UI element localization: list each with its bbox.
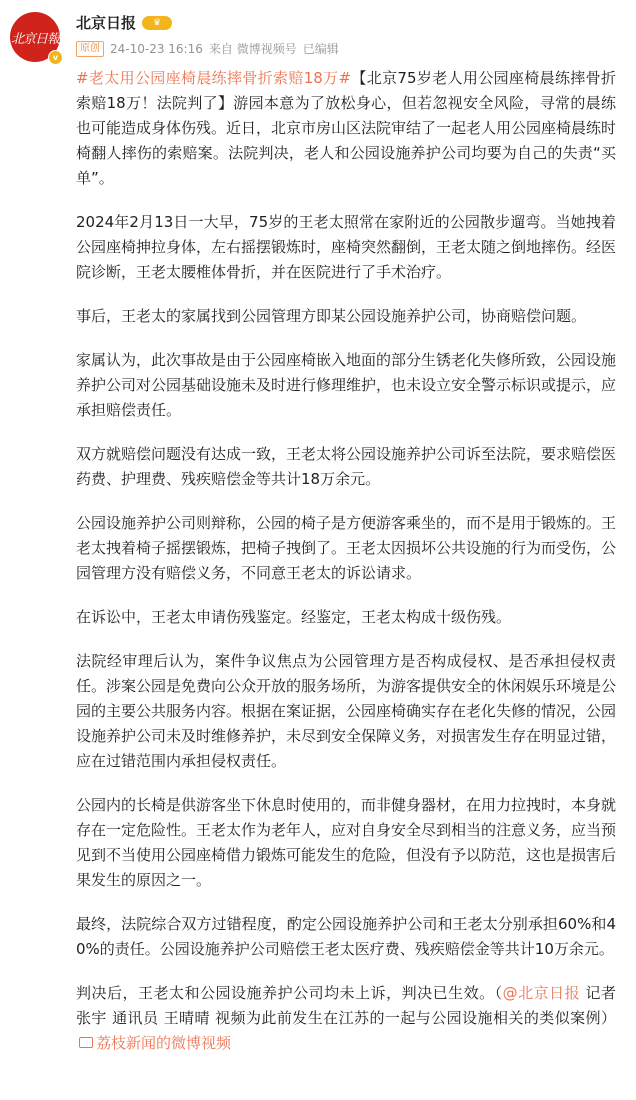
- edited-label[interactable]: 已编辑: [302, 42, 339, 56]
- paragraph-7: 在诉讼中，王老太申请伤残鉴定。经鉴定，王老太构成十级伤残。: [76, 608, 512, 626]
- paragraph-2: 2024年2月13日一大早，75岁的王老太照常在家附近的公园散步遛弯。当她拽着公园座椅抻拉身体，左右摇摆锻炼时，座椅突然翻倒，王老太随之倒地摔伤。经医院诊断，王老太腰椎体骨折，并在医院进行了手术治疗。: [76, 213, 617, 281]
- post-source: 来自 微博视频号: [208, 42, 297, 56]
- user-line: [76, 12, 172, 33]
- post-meta: [76, 40, 339, 57]
- paragraph-1: [76, 66, 616, 191]
- vip-crown-icon[interactable]: ♛: [142, 16, 172, 30]
- post-body: [76, 66, 616, 1075]
- account-name[interactable]: 北京日报: [76, 14, 137, 32]
- paragraph-10: 最终，法院综合双方过错程度，酌定公园设施养护公司和王老太分别承担60%和40%的责任。公园设施养护公司赔偿王老太医疗费、残疾赔偿金等共计10万余元。: [76, 915, 616, 958]
- post-header: [0, 0, 636, 64]
- paragraph-1-text: 【北京75岁老人用公园座椅晨练摔骨折索赔18万！法院判了】游园本意为了放松身心，但若忽视安全风险，寻常的晨练也可能造成身体伤残。近日，北京市房山区法院审结了一起老人用公园座椅晨练时椅翻人摔伤的索赔案。法院判决，老人和公园设施养护公司均要为自己的失责“买单”。: [76, 69, 617, 187]
- hashtag-link[interactable]: #老太用公园座椅晨练摔骨折索赔18万#: [76, 69, 352, 87]
- paragraph-9: 公园内的长椅是供游客坐下休息时使用的，而非健身器材，在用力拉拽时，本身就存在一定危险性。王老太作为老年人，应对自身安全尽到相当的注意义务，应当预见到不当使用公园座椅借力锻炼可能发生的危险，但没有予以防范，这也是损害后果发生的原因之一。: [76, 796, 617, 889]
- video-icon: [79, 1037, 93, 1048]
- paragraph-3: 事后，王老太的家属找到公园管理方即某公园设施养护公司，协商赔偿问题。: [76, 307, 587, 325]
- avatar-logo-text: 北京日報: [10, 31, 59, 47]
- paragraph-6: 公园设施养护公司则辩称，公园的椅子是方便游客乘坐的，而不是用于锻炼的。王老太拽着椅子摇摆锻炼，把椅子拽倒了。王老太因损坏公共设施的行为而受伤，公园管理方没有赔偿义务，不同意王老太的诉讼请求。: [76, 514, 617, 582]
- video-link[interactable]: 荔枝新闻的微博视频: [96, 1034, 232, 1052]
- paragraph-11-text-a: 判决后，王老太和公园设施养护公司均未上诉，判决已生效。（: [76, 984, 503, 1002]
- paragraph-8: 法院经审理后认为，案件争议焦点为公园管理方是否构成侵权、是否承担侵权责任。涉案公园是免费向公众开放的服务场所，为游客提供安全的休闲娱乐环境是公园的主要公共服务内容。根据在案证据，公园座椅确实存在老化失修的情况，公园设施养护公司未及时维修养护，未尽到安全保障义务，对损害发生存在明显过错，应在过错范围内承担侵权责任。: [76, 652, 617, 770]
- paragraph-11-text-b: 记者 张宇 通讯员 王晴晴 视频为此前发生在江苏的一起与公园设施相关的类似案例）: [76, 984, 616, 1027]
- paragraph-11: [76, 981, 616, 1056]
- post-timestamp[interactable]: 24-10-23 16:16: [110, 41, 203, 56]
- verified-badge-icon: v: [48, 50, 63, 65]
- mention-link[interactable]: @北京日报: [502, 984, 581, 1002]
- paragraph-4: 家属认为，此次事故是由于公园座椅嵌入地面的部分生锈老化失修所致，公园设施养护公司对公园基础设施未及时进行修理维护，也未设立安全警示标识或提示，应承担赔偿责任。: [76, 351, 617, 419]
- original-tag: 原创: [76, 41, 104, 57]
- paragraph-5: 双方就赔偿问题没有达成一致，王老太将公园设施养护公司诉至法院，要求赔偿医药费、护理费、残疾赔偿金等共计18万余元。: [76, 445, 617, 488]
